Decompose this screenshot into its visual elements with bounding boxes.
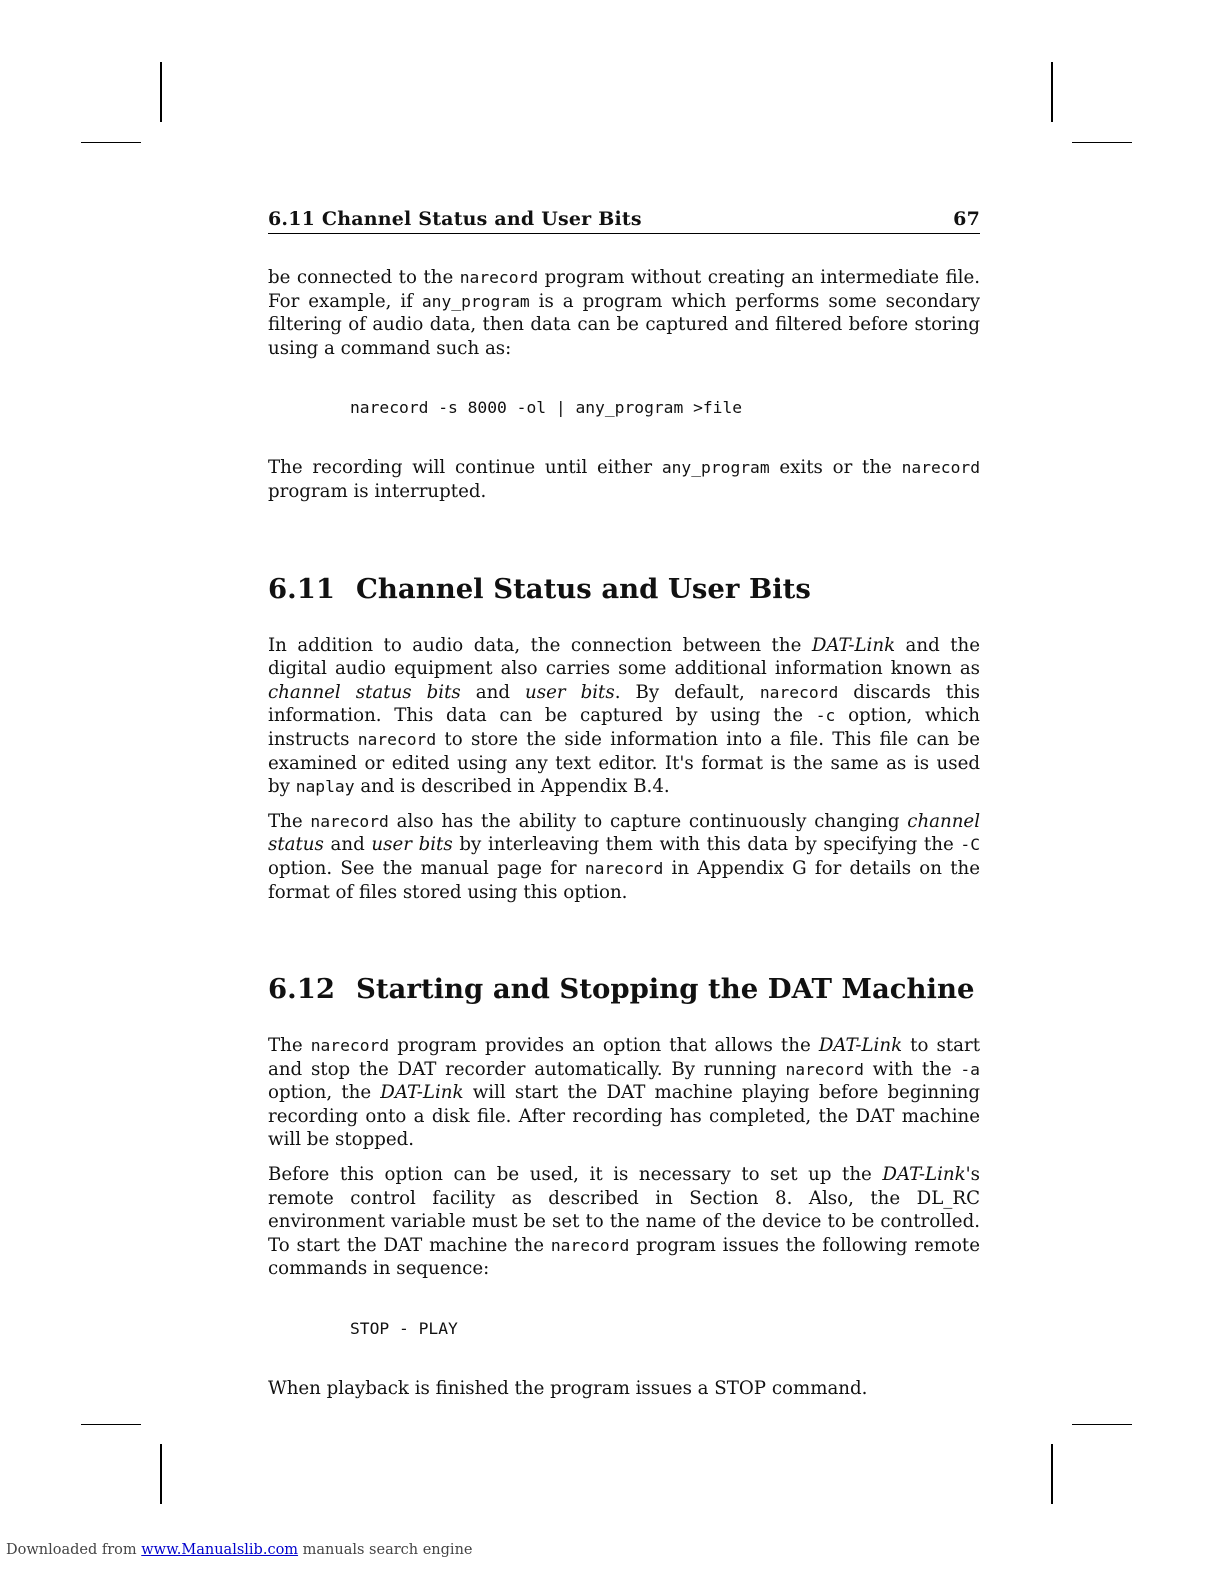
- inline-code: any_program: [421, 291, 530, 311]
- remote-command-sequence: STOP - PLAY: [350, 1319, 458, 1339]
- inline-code: narecord: [310, 811, 389, 831]
- inline-code: narecord: [785, 1059, 864, 1079]
- crop-mark-top-left-horizontal: [81, 142, 141, 143]
- emphasis: user bits: [371, 834, 453, 856]
- inline-code: -a: [960, 1059, 980, 1079]
- crop-mark-top-left-vertical: [160, 62, 162, 122]
- section-title: Channel Status and User Bits: [356, 572, 811, 605]
- crop-mark-top-right-vertical: [1051, 62, 1053, 122]
- emphasis: DAT-Link: [811, 634, 896, 656]
- inline-code: -C: [960, 835, 980, 855]
- emphasis: DAT-Link: [882, 1164, 966, 1186]
- section-6-11-paragraph-1: In addition to audio data, the connection between the DAT-Link and the digital audio equipment also carries some additional information known as channel status bits and user bits. By default, narecord discards this information. This data can be captured by using the -c option, which instructs narecord to store the side information into a file. This file can be examined or edited using any text editor. It's format is the same as is used by naplay and is described in Appendix B.4.: [268, 634, 981, 798]
- crop-mark-bottom-right-horizontal: [1072, 1424, 1132, 1425]
- section-6-11-paragraph-2: The narecord also has the ability to capture continuously changing channel status and user bits by interleaving them with this data by specifying the -C option. See the manual page for narecord in Appendix G for details on the format of files stored using this option.: [268, 810, 981, 903]
- page-number: 67: [953, 208, 980, 230]
- crop-mark-bottom-left-horizontal: [81, 1424, 141, 1425]
- inline-code: narecord: [759, 682, 839, 702]
- inline-code: narecord: [584, 858, 664, 878]
- manualslib-link[interactable]: www.Manualslib.com: [141, 1542, 299, 1558]
- intro-paragraph-1: be connected to the narecord program without creating an intermediate file. For example, if any_program is a program which performs some secondary filtering of audio data, then data can be captured and filtered before storing using a command such as:: [268, 267, 981, 359]
- inline-code: -c: [815, 706, 836, 726]
- inline-code: naplay: [295, 777, 355, 797]
- crop-mark-bottom-left-vertical: [160, 1444, 162, 1504]
- emphasis: channel status bits: [268, 681, 461, 703]
- section-6-12-paragraph-2: Before this option can be used, it is necessary to set up the DAT-Link's remote control facility as described in Section 8. Also, the DL_RC environment variable must be set to the name of the device to be controlled. To start the DAT machine the narecord program issues the following remote commands in sequence:: [268, 1164, 980, 1280]
- crop-mark-bottom-right-vertical: [1051, 1444, 1053, 1504]
- emphasis: DAT-Link: [380, 1082, 464, 1104]
- intro-paragraph-2: The recording will continue until either any_program exits or the narecord program is interrupted.: [268, 457, 980, 502]
- command-example: narecord -s 8000 -ol | any_program >file: [350, 398, 743, 418]
- emphasis: DAT-Link: [818, 1035, 903, 1057]
- emphasis: user bits: [525, 681, 615, 703]
- crop-mark-top-right-horizontal: [1072, 142, 1132, 143]
- inline-code: narecord: [459, 268, 539, 287]
- section-number: 6.12: [268, 973, 335, 1006]
- page-body: [268, 208, 980, 1401]
- section-title: Starting and Stopping the DAT Machine: [356, 973, 975, 1006]
- inline-code: narecord: [357, 729, 437, 749]
- section-heading-6-11: [268, 572, 980, 606]
- inline-code: any_program: [661, 458, 770, 478]
- running-header: [268, 208, 980, 234]
- section-number: 6.11: [268, 572, 335, 605]
- section-6-12-paragraph-3: When playback is finished the program issues a STOP command.: [268, 1378, 868, 1400]
- section-6-12-paragraph-1: The narecord program provides an option that allows the DAT-Link to start and stop the DAT recorder automatically. By running narecord with the -a option, the DAT-Link will start the DAT machine playing before beginning recording onto a disk file. After recording has completed, the DAT machine will be stopped.: [268, 1035, 980, 1151]
- running-header-title: 6.11 Channel Status and User Bits: [268, 208, 642, 230]
- inline-code: narecord: [310, 1036, 390, 1056]
- section-heading-6-12: [268, 972, 980, 1006]
- inline-code: narecord: [550, 1235, 630, 1255]
- download-footer: Downloaded from www.Manualslib.com manuals search engine: [6, 1542, 473, 1558]
- emphasis: channel status: [268, 810, 981, 856]
- inline-code: narecord: [901, 458, 980, 478]
